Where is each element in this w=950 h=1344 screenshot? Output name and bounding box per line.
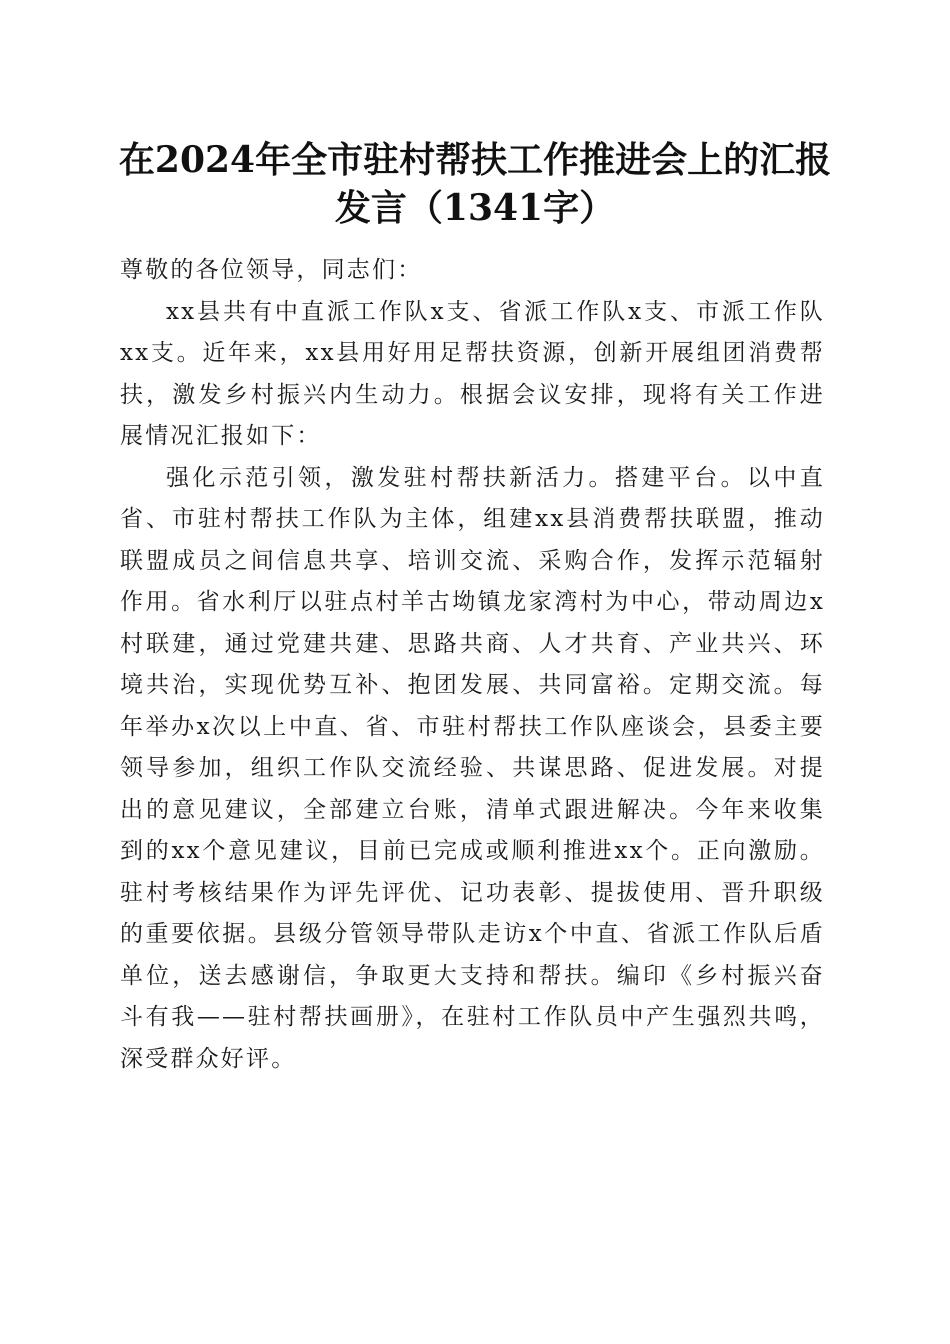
document-title [110,136,840,232]
title-line-1: 在2024年全市驻村帮扶工作推进会上的汇报 [118,139,832,181]
document-body [120,250,825,1080]
salutation: 尊敬的各位领导，同志们： [120,257,423,283]
paragraph-intro: xx县共有中直派工作队x支、省派工作队x支、市派工作队xx支。近年来，xx县用好用足帮扶资源，创新开展组团消费帮扶，激发乡村振兴内生动力。根据会议安排，现将有关工作进展情况汇报如下： [120,298,825,449]
paragraph-demonstration: 强化示范引领，激发驻村帮扶新活力。搭建平台。以中直省、市驻村帮扶工作队为主体，组建xx县消费帮扶联盟，推动联盟成员之间信息共享、培训交流、采购合作，发挥示范辐射作用。省水利厅以驻点村羊古坳镇龙家湾村为中心，带动周边x村联建，通过党建共建、思路共商、人才共育、产业共兴、环境共治，实现优势互补、抱团发展、共同富裕。定期交流。每年举办x次以上中直、省、市驻村帮扶工作队座谈会，县委主要领导参加，组织工作队交流经验、共谋思路、促进发展。对提出的意见建议，全部建立台账，清单式跟进解决。今年来收集到的xx个意见建议，目前已完成或顺利推进xx个。正向激励。驻村考核结果作为评先评优、记功表彰、提拔使用、晋升职级的重要依据。县级分管领导带队走访x个中直、省派工作队后盾单位，送去感谢信，争取更大支持和帮扶。编印《乡村振兴奋斗有我——驻村帮扶画册》，在驻村工作队员中产生强烈共鸣，深受群众好评。 [120,464,825,1072]
title-line-2: 发言（1341字） [334,187,616,229]
